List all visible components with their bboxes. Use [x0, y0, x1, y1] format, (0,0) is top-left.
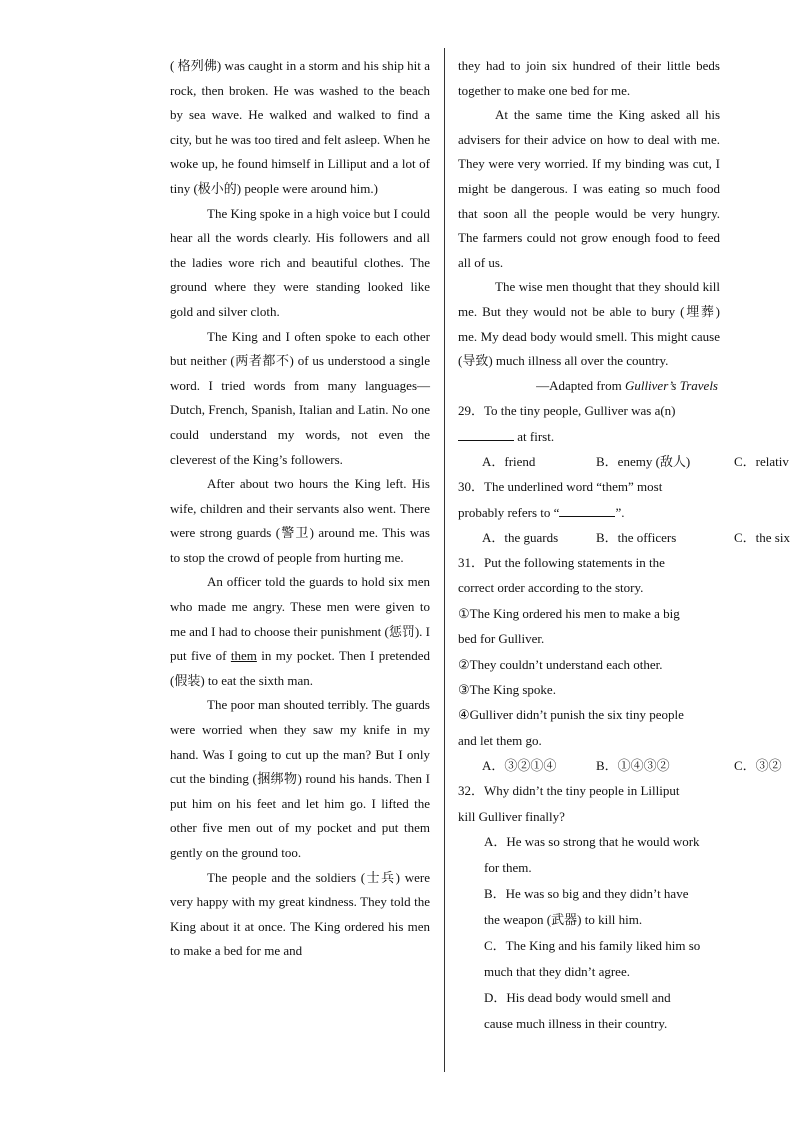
- option-c-cont: much that they didn’t agree.: [484, 964, 630, 979]
- question-30-stem-b: ”.: [615, 504, 625, 520]
- passage-paragraph-1: The King spoke in a high voice but I could hear all the words clearly. His followers and all the ladies wore rich and beautiful clothes. The ground where they were standing looked like gold and silver cloth.: [170, 205, 430, 319]
- option-d[interactable]: D．His dead body would smell and: [484, 990, 671, 1005]
- source-title: Gulliver’s Travels: [624, 377, 718, 393]
- question-30: [458, 474, 720, 525]
- answer-blank[interactable]: [458, 427, 514, 441]
- option-c[interactable]: C．the six: [734, 529, 790, 545]
- question-30-options: [458, 525, 794, 550]
- option-a-cont: for them.: [484, 860, 532, 875]
- question-29-stem-end: at first.: [517, 428, 555, 444]
- paragraph-4-text-b: in my pocket. Then I pretended (假装) to eat the sixth man.: [170, 648, 430, 688]
- question-29-options: [458, 449, 794, 474]
- passage-paragraph-8: At the same time the King asked all his advisers for their advice on how to deal with me. They were very worried. If my binding was cut, I might be dangerous. I was eating so much food that soon all the people would be very hungry. The farmers could not grow enough food to feed all of us.: [458, 107, 720, 270]
- option-c[interactable]: C．③②: [734, 758, 782, 774]
- question-29: [458, 398, 720, 449]
- option-a[interactable]: A．③②①④: [482, 758, 557, 774]
- option-a[interactable]: A．friend: [482, 454, 536, 470]
- option-c[interactable]: C．relativ: [734, 454, 789, 470]
- option-b-cont: the weapon (武器) to kill him.: [484, 912, 643, 927]
- question-31-stem: 31．Put the following statements in the: [458, 554, 665, 570]
- passage-source: [458, 374, 720, 399]
- statement-4-cont: and let them go.: [458, 732, 542, 748]
- passage-paragraph-2: The King and I often spoke to each other but neither (两者都不) of us understood a single word. I tried words from many languages—Dutch, French, Spanish, Italian and Latin. No one could understand my words, not even the cleverest of the King’s followers.: [170, 328, 430, 467]
- column-divider: [444, 48, 445, 1072]
- underlined-word-them: them: [230, 648, 257, 664]
- statement-4: ④Gulliver didn’t punish the six tiny people: [458, 707, 684, 723]
- option-b[interactable]: B．①④③②: [596, 758, 670, 774]
- question-31-stem-end: correct order according to the story.: [458, 580, 644, 596]
- question-31: [458, 550, 720, 753]
- statement-1: ①The King ordered his men to make a big: [458, 605, 680, 621]
- reading-passage-right-column: [458, 54, 794, 1084]
- passage-paragraph-9: The wise men thought that they should kill me. But they would not be able to bury (埋葬) me. My dead body would smell. This might cause (导致) much illness all over the country.: [458, 279, 720, 369]
- option-b[interactable]: B．enemy (敌人): [596, 454, 691, 470]
- question-30-stem-a: probably refers to “: [458, 504, 560, 520]
- option-c[interactable]: C．The King and his family liked him so: [484, 938, 701, 953]
- statement-1-cont: bed for Gulliver.: [458, 631, 545, 647]
- question-29-stem: 29．To the tiny people, Gulliver was a(n): [458, 403, 676, 419]
- question-32: [458, 778, 720, 1037]
- passage-paragraph-0: ( 格列佛) was caught in a storm and his ship hit a rock, then broken. He was washed to the beach by sea wave. He walked and walked to find a city, but he was too tired and felt asleep. When he woke up, he found himself in Lilliput and a lot of tiny (极小的) people were around him.): [170, 58, 430, 196]
- passage-paragraph-6: The people and the soldiers (士兵) were very happy with my great kindness. They told the King about it at once. The King ordered his men to make a bed for me and: [170, 869, 430, 959]
- passage-paragraph-7: they had to join six hundred of their little beds together to make one bed for me.: [458, 58, 720, 98]
- question-30-stem: 30．The underlined word “them” most: [458, 479, 663, 495]
- reading-passage-left-column: [170, 54, 430, 964]
- passage-paragraph-3: After about two hours the King left. His wife, children and their servants also went. There were strong guards (警卫) around me. This was to stop the crowd of people from hurting me.: [170, 476, 430, 565]
- paragraph-4-text-a: An officer told the guards to hold six men who made me angry. These men were given to me and I had to choose their punishment (惩罚). I put five of: [170, 574, 430, 664]
- option-a[interactable]: A．the guards: [482, 529, 559, 545]
- statement-2: ②They couldn’t understand each other.: [458, 656, 663, 672]
- question-32-stem-end: kill Gulliver finally?: [458, 808, 565, 824]
- source-prefix: —Adapted from: [536, 377, 625, 393]
- option-b[interactable]: B．the officers: [596, 529, 677, 545]
- statement-3: ③The King spoke.: [458, 681, 556, 697]
- option-d-cont: cause much illness in their country.: [484, 1016, 668, 1031]
- question-31-options: [458, 753, 794, 778]
- passage-paragraph-4: [170, 570, 430, 693]
- option-a[interactable]: A．He was so strong that he would work: [484, 834, 700, 849]
- answer-blank[interactable]: [559, 503, 615, 517]
- passage-paragraph-5: The poor man shouted terribly. The guards were worried when they saw my knife in my hand. Was I going to cut up the man? But I only cut the binding (捆绑物) round his hands. Then I put him on his feet and let him go. I lifted the other five men out of my pocket and put them gently on the ground too.: [170, 697, 430, 860]
- option-b[interactable]: B．He was so big and they didn’t have: [484, 886, 689, 901]
- question-32-stem: 32．Why didn’t the tiny people in Lilliput: [458, 783, 680, 799]
